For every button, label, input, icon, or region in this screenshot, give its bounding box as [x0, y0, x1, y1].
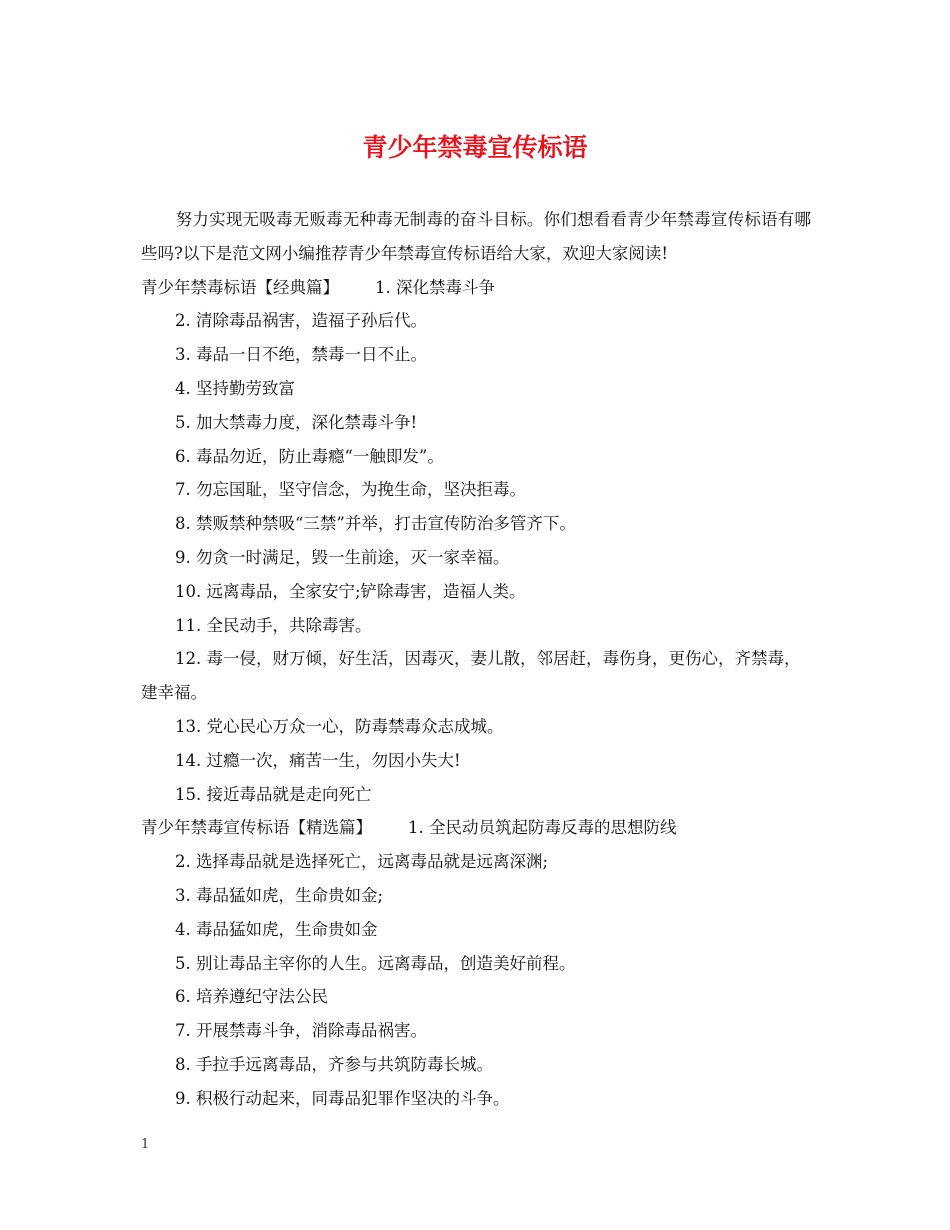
section-heading-text: 青少年禁毒标语【经典篇】: [141, 277, 339, 297]
list-item: 15. 接近毒品就是走向死亡: [175, 784, 372, 804]
list-item: 2. 清除毒品祸害，造福子孙后代。: [175, 311, 427, 331]
list-item: 6. 毒品勿近，防止毒瘾“一触即发”。: [175, 446, 444, 466]
intro-paragraph: 努力实现无吸毒无贩毒无种毒无制毒的奋斗目标。你们想看看青少年禁毒宣传标语有哪些吗?以下是范文网小编推荐青少年禁毒宣传标语给大家，欢迎大家阅读!: [141, 210, 811, 263]
list-item: 10. 远离毒品，全家安宁;铲除毒害，造福人类。: [175, 581, 526, 601]
list-item: 2. 选择毒品就是选择死亡，远离毒品就是远离深渊;: [175, 852, 549, 872]
list-item: 6. 培养遵纪守法公民: [175, 987, 328, 1007]
document-title: 青少年禁毒宣传标语: [362, 133, 588, 162]
list-item: 8. 禁贩禁种禁吸“三禁”并举，打击宣传防治多管齐下。: [175, 514, 576, 534]
list-item: 14. 过瘾一次，痛苦一生，勿因小失大!: [175, 750, 461, 770]
list-item: 12. 毒一侵，财万倾，好生活，因毒灭，妻儿散，邻居赶，毒伤身，更伤心，齐禁毒，建幸福。: [141, 649, 801, 703]
list-item: 7. 开展禁毒斗争，消除毒品祸害。: [175, 1021, 427, 1041]
document-body: [141, 203, 811, 1116]
list-item: 5. 加大禁毒力度，深化禁毒斗争!: [175, 412, 418, 432]
list-item: 3. 毒品一日不绝，禁毒一日不止。: [175, 345, 427, 365]
list-item: 13. 党心民心万众一心，防毒禁毒众志成城。: [175, 716, 504, 736]
section-heading-selected: [141, 811, 811, 845]
list-item: 9. 积极行动起来，同毒品犯罪作坚决的斗争。: [175, 1088, 510, 1108]
list-item: 4. 坚持勤劳致富: [175, 378, 295, 398]
section-heading-text: 青少年禁毒宣传标语【精选篇】: [141, 818, 372, 838]
page-number: 1: [141, 1137, 150, 1152]
list-item: 7. 勿忘国耻，坚守信念，为挽生命，坚决拒毒。: [175, 480, 526, 500]
list-item: 8. 手拉手远离毒品，齐参与共筑防毒长城。: [175, 1054, 493, 1074]
list-item: 11. 全民动手，共除毒害。: [175, 615, 372, 635]
list-item: 4. 毒品猛如虎，生命贵如金: [175, 919, 378, 939]
list-item: 9. 勿贪一时满足，毁一生前途，灭一家幸福。: [175, 547, 510, 567]
list-item: 1. 全民动员筑起防毒反毒的思想防线: [408, 818, 677, 838]
section-heading-classic: [141, 271, 811, 305]
list-item: 1. 深化禁毒斗争: [375, 277, 495, 297]
list-item: 3. 毒品猛如虎，生命贵如金;: [175, 885, 384, 905]
list-item: 5. 别让毒品主宰你的人生。远离毒品，创造美好前程。: [175, 953, 576, 973]
